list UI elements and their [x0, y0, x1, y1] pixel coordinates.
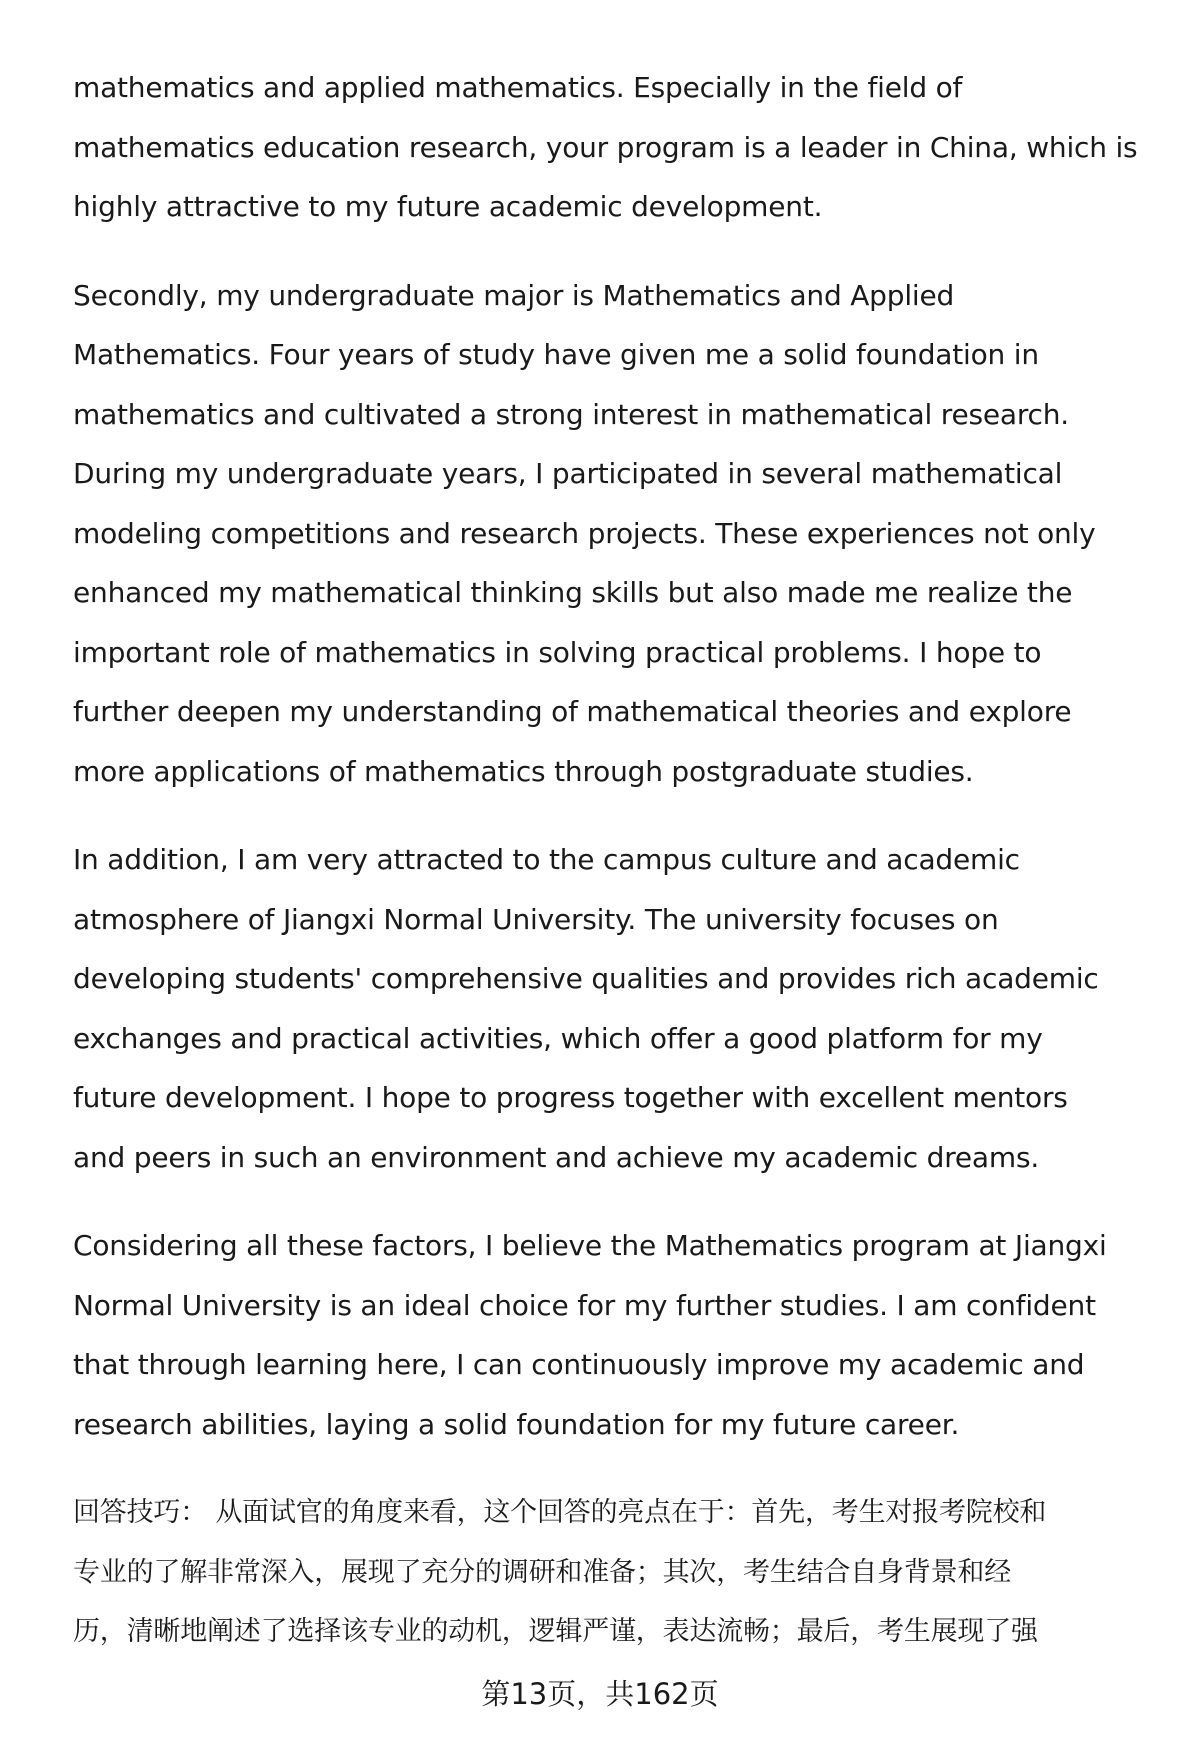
text-line: In addition, I am very attracted to the campus culture and academic	[73, 843, 1020, 876]
text-line: atmosphere of Jiangxi Normal University. The university focuses on	[73, 902, 999, 936]
text-line: mathematics and cultivated a strong interest in mathematical research.	[73, 397, 1069, 431]
paragraph-background	[73, 266, 1173, 802]
text-line: developing students' comprehensive qualities and provides rich academic	[73, 962, 1099, 995]
text-line: 历，清晰地阐述了选择该专业的动机，逻辑严谨，表达流畅；最后，考生展现了强	[73, 1616, 1038, 1647]
text-line: modeling competitions and research projects. These experiences not only	[73, 516, 1096, 550]
text-line: exchanges and practical activities, which offer a good platform for my	[73, 1021, 1043, 1055]
document-body	[73, 58, 1173, 1691]
text-line: research abilities, laying a solid foundation for my future career.	[73, 1407, 960, 1441]
text-line: that through learning here, I can continuously improve my academic and	[73, 1348, 1085, 1381]
text-line: important role of mathematics in solving practical problems. I hope to	[73, 635, 1042, 669]
text-line: more applications of mathematics through postgraduate studies.	[73, 754, 974, 788]
text-line: Mathematics. Four years of study have given me a solid foundation in	[73, 338, 1039, 371]
page-number: 第13页，共162页	[481, 1677, 719, 1711]
text-line: 专业的了解非常深入，展现了充分的调研和准备；其次，考生结合自身背景和经	[73, 1556, 1011, 1588]
text-line: future development. I hope to progress together with excellent mentors	[73, 1081, 1068, 1114]
paragraph-program-strength	[73, 58, 1173, 237]
text-line: and peers in such an environment and achieve my academic dreams.	[73, 1140, 1040, 1174]
text-line: enhanced my mathematical thinking skills but also made me realize the	[73, 576, 1073, 609]
text-line: 回答技巧： 从面试官的角度来看，这个回答的亮点在于：首先，考生对报考院校和	[73, 1497, 1047, 1528]
text-line: Considering all these factors, I believe the Mathematics program at Jiangxi	[73, 1229, 1107, 1262]
paragraph-campus-culture	[73, 830, 1173, 1187]
text-line: mathematics education research, your program is a leader in China, which is	[73, 130, 1138, 164]
text-line: further deepen my understanding of mathematical theories and explore	[73, 695, 1072, 728]
text-line: During my undergraduate years, I participated in several mathematical	[73, 457, 1063, 490]
paragraph-conclusion	[73, 1216, 1173, 1454]
answer-tips	[73, 1483, 1173, 1662]
text-line: Normal University is an ideal choice for my further studies. I am confident	[73, 1288, 1096, 1322]
text-line: Secondly, my undergraduate major is Mathematics and Applied	[73, 278, 955, 312]
text-line: mathematics and applied mathematics. Especially in the field of	[73, 71, 963, 104]
text-line: highly attractive to my future academic development.	[73, 190, 823, 223]
